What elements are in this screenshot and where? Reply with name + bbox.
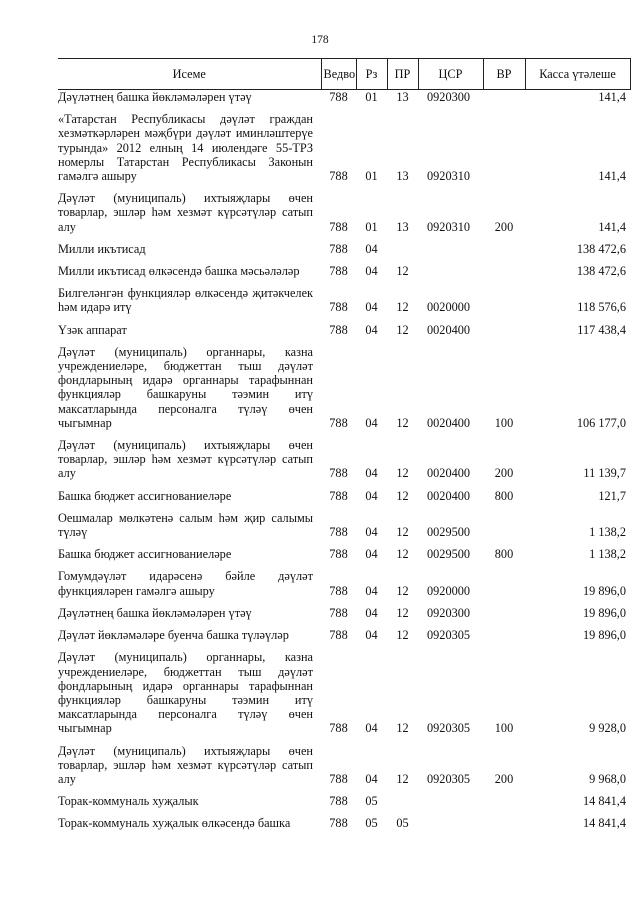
table-row [58, 542, 630, 564]
cell-pr: 12 [396, 525, 409, 540]
header-ved: Ведво [321, 59, 356, 90]
cell-ved: 788 [329, 90, 348, 104]
cell-csr: 0020000 [427, 300, 471, 315]
cell-name: Үзәк аппарат [58, 322, 127, 337]
cell-pr: 12 [396, 583, 409, 598]
cell-name: Дәүләт (муниципаль) ихтыяҗлары өчен товарлар, эшләр һәм хезмәт күрсәтүләр сатып алу [58, 191, 313, 234]
cell-name: Оешмалар мөлкәтенә салым һәм җир салымы түләү [58, 510, 313, 540]
header-sum: Касса үтәлеше [525, 59, 630, 90]
cell-vr [483, 564, 525, 600]
cell-sum: 141,4 [598, 169, 626, 184]
header-name: Исеме [58, 59, 321, 90]
cell-sum: 11 139,7 [583, 466, 626, 481]
cell-name: Торак-коммуналь хуҗалык өлкәсендә башка [58, 816, 291, 831]
cell-rz: 04 [365, 771, 378, 786]
table-row [58, 340, 630, 433]
cell-name: Билгеләнгән функцияләр өлкәсендә җитәкчелек һәм идарә итү [58, 286, 313, 315]
cell-sum: 9 928,0 [589, 721, 626, 736]
cell-csr [418, 259, 483, 281]
cell-csr: 0920305 [427, 771, 471, 786]
cell-ved: 788 [329, 488, 348, 503]
cell-csr: 0920300 [427, 90, 471, 104]
cell-csr: 0020400 [427, 466, 471, 481]
cell-name: Дәүләт (муниципаль) органнары, казна учреждениеләре, бюджеттан тыш дәүләт фондларының идарә органнары тарафыннан функцияләр башкаруны тәэмин итү максатларында персоналга түләү өчен чыгымнар [58, 650, 313, 736]
cell-sum: 1 138,2 [589, 547, 626, 562]
header-csr: ЦСР [418, 59, 483, 90]
cell-csr: 0920310 [427, 219, 471, 234]
cell-sum: 118 576,6 [577, 300, 626, 315]
cell-ved: 788 [329, 466, 348, 481]
cell-ved: 788 [329, 605, 348, 620]
table-row [58, 237, 630, 259]
cell-pr: 12 [396, 771, 409, 786]
cell-pr: 12 [396, 264, 409, 279]
cell-name: Дәүләт йөкләмәләре буенча башка түләүләр [58, 628, 289, 643]
table-header-row [58, 59, 630, 90]
cell-ved: 788 [329, 525, 348, 540]
cell-ved: 788 [329, 721, 348, 736]
cell-pr: 12 [396, 628, 409, 643]
cell-vr [483, 789, 525, 811]
cell-sum: 14 841,4 [582, 794, 626, 809]
cell-csr: 0920300 [427, 605, 471, 620]
cell-vr [483, 281, 525, 317]
cell-name: Торак-коммуналь хуҗалык [58, 794, 199, 809]
cell-csr [418, 237, 483, 259]
cell-rz: 04 [365, 605, 378, 620]
cell-ved: 788 [329, 300, 348, 315]
cell-pr: 12 [396, 605, 409, 620]
table-row [58, 318, 630, 340]
cell-name: Милли икътисад өлкәсендә башка мәсьәләләр [58, 264, 300, 279]
cell-name: Дәүләт (муниципаль) органнары, казна учреждениеләре, бюджеттан тыш дәүләт фондларының идарә органнары тарафыннан функцияләр башкаруны тәэмин итү максатларында персоналга түләү өчен чыгымнар [58, 344, 313, 430]
cell-csr: 0020400 [427, 322, 471, 337]
cell-rz: 01 [365, 169, 378, 184]
cell-rz: 05 [365, 816, 378, 831]
cell-ved: 788 [329, 264, 348, 279]
cell-csr: 0020400 [427, 415, 471, 430]
table-row [58, 107, 630, 186]
cell-vr: 200 [494, 771, 514, 786]
cell-csr: 0920000 [427, 583, 471, 598]
cell-sum: 138 472,6 [576, 241, 626, 256]
cell-ved: 788 [329, 794, 348, 809]
cell-pr: 13 [396, 169, 409, 184]
cell-vr [483, 506, 525, 542]
table-row [58, 484, 630, 506]
cell-rz: 01 [365, 90, 378, 104]
cell-pr [387, 237, 418, 259]
cell-vr [483, 237, 525, 259]
cell-rz: 04 [365, 241, 378, 256]
cell-rz: 04 [365, 628, 378, 643]
cell-ved: 788 [329, 415, 348, 430]
table-row [58, 506, 630, 542]
table-row [58, 564, 630, 600]
cell-rz: 04 [365, 466, 378, 481]
cell-rz: 04 [365, 721, 378, 736]
cell-csr: 0029500 [427, 547, 471, 562]
cell-pr: 13 [396, 219, 409, 234]
cell-name: Дәүләтнең башка йөкләмәләрен үтәү [58, 605, 252, 620]
cell-rz: 04 [365, 300, 378, 315]
table-row [58, 645, 630, 738]
cell-sum: 141,4 [598, 219, 626, 234]
cell-csr: 0029500 [427, 525, 471, 540]
cell-pr: 05 [396, 816, 409, 831]
cell-sum: 1 138,2 [589, 525, 626, 540]
cell-rz: 05 [365, 794, 378, 809]
cell-vr [483, 601, 525, 623]
cell-sum: 19 896,0 [582, 628, 626, 643]
cell-sum: 106 177,0 [576, 415, 626, 430]
budget-table [58, 58, 631, 834]
cell-vr [483, 259, 525, 281]
table-row [58, 90, 630, 108]
cell-rz: 04 [365, 322, 378, 337]
table-row [58, 433, 630, 484]
cell-csr [418, 811, 483, 833]
cell-ved: 788 [329, 169, 348, 184]
cell-name: Дәүләт (муниципаль) ихтыяҗлары өчен товарлар, эшләр һәм хезмәт күрсәтүләр сатып алу [58, 743, 313, 786]
cell-ved: 788 [329, 241, 348, 256]
table-row [58, 259, 630, 281]
page-number: 178 [311, 34, 329, 46]
cell-rz: 04 [365, 488, 378, 503]
cell-name: Башка бюджет ассигнованиеләре [58, 547, 232, 562]
cell-ved: 788 [329, 816, 348, 831]
cell-name: Милли икътисад [58, 241, 146, 256]
cell-name: Башка бюджет ассигнованиеләре [58, 488, 232, 503]
cell-csr: 0920310 [427, 169, 471, 184]
header-rz: Рз [356, 59, 387, 90]
cell-ved: 788 [329, 219, 348, 234]
cell-sum: 19 896,0 [582, 605, 626, 620]
cell-vr [483, 623, 525, 645]
cell-rz: 04 [365, 547, 378, 562]
cell-vr: 200 [494, 466, 514, 481]
cell-rz: 04 [365, 525, 378, 540]
cell-sum: 117 438,4 [577, 322, 626, 337]
cell-vr: 200 [494, 219, 514, 234]
cell-sum: 14 841,4 [582, 816, 626, 831]
table-row [58, 789, 630, 811]
table-row [58, 811, 630, 833]
cell-vr: 800 [494, 547, 514, 562]
cell-pr: 12 [396, 488, 409, 503]
cell-rz: 01 [365, 219, 378, 234]
cell-sum: 138 472,6 [576, 264, 626, 279]
cell-rz: 04 [365, 264, 378, 279]
cell-ved: 788 [329, 583, 348, 598]
cell-name: Дәүләт (муниципаль) ихтыяҗлары өчен товарлар, эшләр һәм хезмәт күрсәтүләр сатып алу [58, 438, 313, 481]
cell-vr [483, 107, 525, 186]
cell-vr: 100 [494, 415, 514, 430]
table-row [58, 739, 630, 790]
cell-pr: 12 [396, 721, 409, 736]
cell-sum: 19 896,0 [582, 583, 626, 598]
cell-pr: 13 [396, 90, 409, 104]
cell-pr: 12 [396, 547, 409, 562]
cell-csr: 0920305 [427, 628, 471, 643]
cell-sum: 121,7 [598, 488, 626, 503]
cell-pr: 12 [396, 415, 409, 430]
cell-pr: 12 [396, 466, 409, 481]
table-row [58, 186, 630, 237]
table-row [58, 623, 630, 645]
table-row [58, 601, 630, 623]
cell-csr: 0020400 [427, 488, 471, 503]
cell-vr: 100 [494, 721, 514, 736]
cell-csr: 0920305 [427, 721, 471, 736]
cell-vr: 800 [494, 488, 514, 503]
header-pr: ПР [387, 59, 418, 90]
cell-pr [387, 789, 418, 811]
cell-rz: 04 [365, 583, 378, 598]
table-row [58, 281, 630, 317]
cell-vr [483, 90, 525, 108]
cell-sum: 9 968,0 [589, 771, 626, 786]
cell-ved: 788 [329, 628, 348, 643]
cell-vr [483, 318, 525, 340]
cell-vr [483, 811, 525, 833]
cell-ved: 788 [329, 771, 348, 786]
cell-pr: 12 [396, 300, 409, 315]
cell-name: Дәүләтнең башка йөкләмәләрен үтәү [58, 90, 252, 104]
cell-ved: 788 [329, 322, 348, 337]
cell-sum: 141,4 [598, 90, 626, 104]
cell-csr [418, 789, 483, 811]
cell-name: Гомумдәүләт идарәсенә бәйле дәүләт функцияләрен гамәлгә ашыру [58, 569, 313, 598]
cell-rz: 04 [365, 415, 378, 430]
header-vr: ВР [483, 59, 525, 90]
cell-name: «Татарстан Республикасы дәүләт граждан хезмәткәрләрен мәҗбүри дәүләт иминләштерүе турында» 2012 елның 14 июлендәге 55-ТРЗ номерлы Татарстан Республикасы Законын гамәлгә ашыру [58, 112, 313, 184]
cell-ved: 788 [329, 547, 348, 562]
cell-pr: 12 [396, 322, 409, 337]
